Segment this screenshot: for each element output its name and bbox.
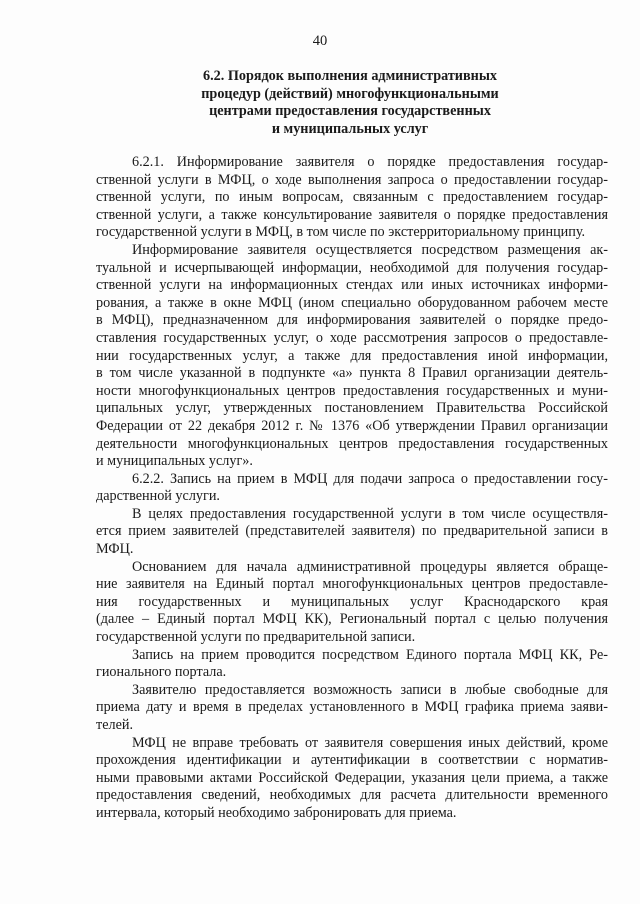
paragraph-line: Запись на прием проводится посредством Единого портала МФЦ КК, Ре- xyxy=(132,646,608,663)
page-number: 40 xyxy=(312,33,328,49)
section-heading-line: процедур (действий) многофункциональными xyxy=(201,85,499,102)
paragraph-line: Заявителю предоставляется возможность записи в любые свободные для xyxy=(132,681,608,698)
paragraph-line: дарственной услуги. xyxy=(96,488,220,505)
paragraph-line: государственной услуги в МФЦ, в том числе по экстерриториальному принципу. xyxy=(96,224,586,241)
paragraph-line: гионального портала. xyxy=(96,664,227,681)
section-heading xyxy=(170,68,530,138)
paragraph-line: интервала, который необходимо забронировать для приема. xyxy=(96,804,457,821)
paragraph xyxy=(96,735,608,823)
paragraph-line: 6.2.2. Запись на прием в МФЦ для подачи запроса о предоставлении госу- xyxy=(132,470,608,487)
body-text xyxy=(96,154,608,823)
paragraph-line: 6.2.1. Информирование заявителя о порядке предоставления государ- xyxy=(132,154,608,170)
paragraph xyxy=(96,682,608,735)
paragraph-line: ственной услуги в МФЦ, о ходе выполнения запроса о предоставлении государ- xyxy=(96,171,608,188)
paragraph-line: государственной услуги по предварительной записи. xyxy=(96,629,416,646)
section-heading-line: центрами предоставления государственных xyxy=(209,103,491,119)
paragraph-line: ственной услуги, по иным вопросам, связанным с предоставлением государ- xyxy=(96,189,608,206)
section-heading-line: 6.2. Порядок выполнения административных xyxy=(202,68,497,84)
paragraph xyxy=(96,559,608,647)
paragraph-line: МФЦ не вправе требовать от заявителя совершения иных действий, кроме xyxy=(132,734,608,751)
section-heading-line: и муниципальных услуг xyxy=(271,120,429,137)
paragraph-line: (далее – Единый портал МФЦ КК), Региональный портал с целью получения xyxy=(96,611,608,628)
paragraph xyxy=(96,506,608,559)
paragraph-line: ственной услуги, а также консультирование заявителя о порядке предоставления xyxy=(96,206,608,223)
paragraph-line: ставления государственных услуг, о ходе рассмотрения запросов о предоставле- xyxy=(96,329,608,346)
paragraph-line: ственной услуги на информационных стендах или иных источниках информи- xyxy=(96,277,608,294)
paragraph-line: МФЦ. xyxy=(96,541,134,558)
paragraph-line: ности многофункциональных центров предоставления государственных и муни- xyxy=(96,382,608,399)
paragraph-line: В целях предоставления государственной услуги в том числе осуществля- xyxy=(132,505,608,522)
paragraph-line: в том числе указанной в подпункте «а» пункта 8 Правил организации деятель- xyxy=(96,365,608,382)
paragraph-line: ния государственных и муниципальных услуг Краснодарского края xyxy=(96,593,608,610)
paragraph-line: ципальных услуг, утвержденных постановлением Правительства Российской xyxy=(96,400,608,417)
paragraph-line: ется прием заявителей (представителей заявителя) по предварительной записи в xyxy=(96,523,608,540)
paragraph-line: ние заявителя на Единый портал многофункциональных центров предоставле- xyxy=(96,576,608,593)
paragraph-line: Информирование заявителя осуществляется посредством размещения ак- xyxy=(132,241,608,258)
paragraph-line: телей. xyxy=(96,717,134,733)
paragraph-line: нии государственных услуг, а также для предоставления иной информации, xyxy=(96,347,608,364)
paragraph-line: прохождения идентификации и аутентификации в соответствии с норматив- xyxy=(96,752,608,769)
paragraph-line: ными правовыми актами Российской Федерации, указания цели приема, а также xyxy=(96,769,608,786)
paragraph-line: рования, а также в окне МФЦ (ином специально оборудованном рабочем месте xyxy=(96,294,608,311)
paragraph-line: приема дату и время в пределах установленного в МФЦ графика приема заяви- xyxy=(96,699,608,716)
paragraph xyxy=(96,647,608,682)
paragraph-line: в МФЦ), предназначенном для информирования заявителей о порядке предо- xyxy=(96,312,608,329)
paragraph-line: туальной и исчерпывающей информации, необходимой для получения государ- xyxy=(96,259,608,276)
paragraph xyxy=(96,242,608,471)
paragraph-line: Основанием для начала административной процедуры является обраще- xyxy=(132,558,608,575)
paragraph xyxy=(96,154,608,242)
paragraph-line: предоставления сведений, необходимых для расчета длительности временного xyxy=(96,787,608,804)
paragraph-line: деятельности многофункциональных центров предоставления государственных xyxy=(96,435,608,452)
paragraph xyxy=(96,471,608,506)
paragraph-line: Федерации от 22 декабря 2012 г. № 1376 «Об утверждении Правил организации xyxy=(96,417,608,434)
paragraph-line: и муниципальных услуг». xyxy=(96,453,253,470)
